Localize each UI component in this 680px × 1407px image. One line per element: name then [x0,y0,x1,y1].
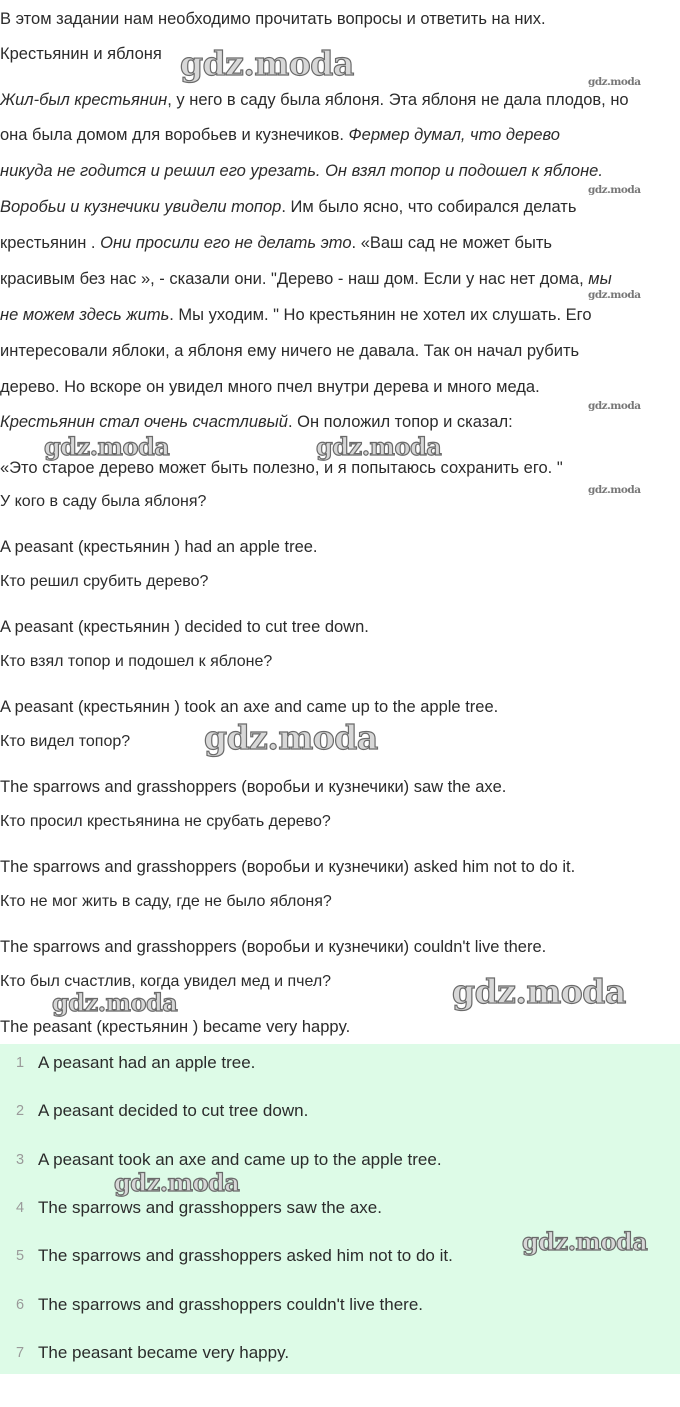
story-line [0,269,612,289]
question-text: Кто взял топор и подошел к яблоне? [0,653,273,670]
list-item-number: 6 [16,1297,25,1313]
list-item-text: The sparrows and grasshoppers couldn't live there. [38,1295,424,1314]
story-emphasis: Фермер думал, что дерево [348,126,560,144]
list-item-text: The peasant became very happy. [38,1343,290,1362]
watermark: gdz.moda [588,289,641,301]
story-line [0,161,603,181]
answer-text: The sparrows and grasshoppers (воробьи и кузнечики) saw the axe. [0,778,507,796]
story-emphasis: Крестьянин стал очень счастливый [0,413,288,431]
story-segment: красивым без нас », - сказали они. "Дерево - наш дом. Если у нас нет дома, [0,270,589,288]
story-segment: . «Ваш сад не может быть [351,234,552,252]
list-item-number: 5 [16,1248,25,1264]
question-text: Кто был счастлив, когда увидел мед и пчел? [0,973,332,990]
story-line [0,412,513,432]
story-segment: крестьянин . [0,234,101,252]
story-line [0,90,629,110]
list-item [0,1295,680,1319]
list-item [0,1198,680,1222]
story-segment: «Это старое дерево может быть полезно, и я попытаюсь сохранить его. " [0,459,563,477]
answer-text: The peasant (крестьянин ) became very happy. [0,1018,351,1036]
question-text: Кто просил крестьянина не срубать дерево? [0,813,331,830]
list-item-number: 1 [16,1055,25,1071]
watermark: gdz.moda [588,400,641,412]
story-line [0,125,560,145]
watermark: gdz.moda [588,484,641,496]
story-emphasis: не можем здесь жить [0,306,170,324]
story-segment: . Он положил топор и сказал: [287,413,513,431]
story-segment: интересовали яблоки, а яблоня ему ничего не давала. Так он начал рубить [0,342,580,360]
list-item-text: A peasant took an axe and came up to the apple tree. [38,1150,442,1169]
story-emphasis: мы [588,270,612,288]
answer-text: The sparrows and grasshoppers (воробьи и кузнечики) couldn't live there. [0,938,547,956]
question-text: У кого в саду была яблоня? [0,493,207,510]
story-segment: она была домом для воробьев и кузнечиков. [0,126,349,144]
story-line [0,377,540,397]
watermark: gdz.moda [522,1227,648,1256]
list-item-number: 3 [16,1152,25,1168]
answer-text: The sparrows and grasshoppers (воробьи и кузнечики) asked him not to do it. [0,858,576,876]
list-item-text: The sparrows and grasshoppers asked him not to do it. [38,1246,453,1265]
intro-text: В этом задании нам необходимо прочитать вопросы и ответить на них. [0,10,546,28]
watermark: gdz.moda [452,972,626,1011]
story-line [0,305,592,325]
list-item-number: 2 [16,1103,25,1119]
story-emphasis: Жил-был крестьянин [0,91,168,109]
story-segment: . Им было ясно, что собирался делать [281,198,577,216]
list-item-number: 4 [16,1200,25,1216]
answer-text: A peasant (крестьянин ) had an apple tree. [0,538,318,556]
story-line [0,197,576,217]
list-item-text: A peasant had an apple tree. [38,1053,256,1072]
watermark: gdz.moda [180,44,354,83]
answer-text: A peasant (крестьянин ) decided to cut tree down. [0,618,369,636]
question-text: Кто не мог жить в саду, где не было яблоня? [0,893,332,910]
story-line [0,458,563,478]
list-item-text: The sparrows and grasshoppers saw the axe. [38,1198,382,1217]
watermark: gdz.moda [114,1168,240,1197]
list-item-number: 7 [16,1345,25,1361]
story-title: Крестьянин и яблоня [0,45,162,63]
list-item [0,1053,680,1077]
question-text: Кто видел топор? [0,733,131,750]
answers-block [0,1044,680,1374]
watermark: gdz.moda [52,988,178,1017]
story-segment: . Мы уходим. " Но крестьянин не хотел их слушать. Его [169,306,592,324]
watermark: gdz.moda [44,432,170,461]
list-item [0,1101,680,1125]
list-item-text: A peasant decided to cut tree down. [38,1101,309,1120]
list-item [0,1343,680,1367]
story-line [0,341,579,361]
watermark: gdz.moda [316,432,442,461]
story-emphasis: Они просили его не делать это [100,234,352,252]
watermark: gdz.moda [588,76,641,88]
story-emphasis: Воробьи и кузнечики увидели топор [0,198,282,216]
list-item [0,1150,680,1174]
watermark: gdz.moda [588,184,641,196]
answer-text: A peasant (крестьянин ) took an axe and came up to the apple tree. [0,698,499,716]
story-emphasis: никуда не годится и решил его урезать. Он взял топор и подошел к яблоне. [0,162,603,180]
story-segment: , у него в саду была яблоня. Эта яблоня не дала плодов, но [167,91,629,109]
story-line [0,233,552,253]
watermark: gdz.moda [204,718,378,757]
question-text: Кто решил срубить дерево? [0,573,209,590]
story-segment: дерево. Но вскоре он увидел много пчел внутри дерева и много меда. [0,378,540,396]
